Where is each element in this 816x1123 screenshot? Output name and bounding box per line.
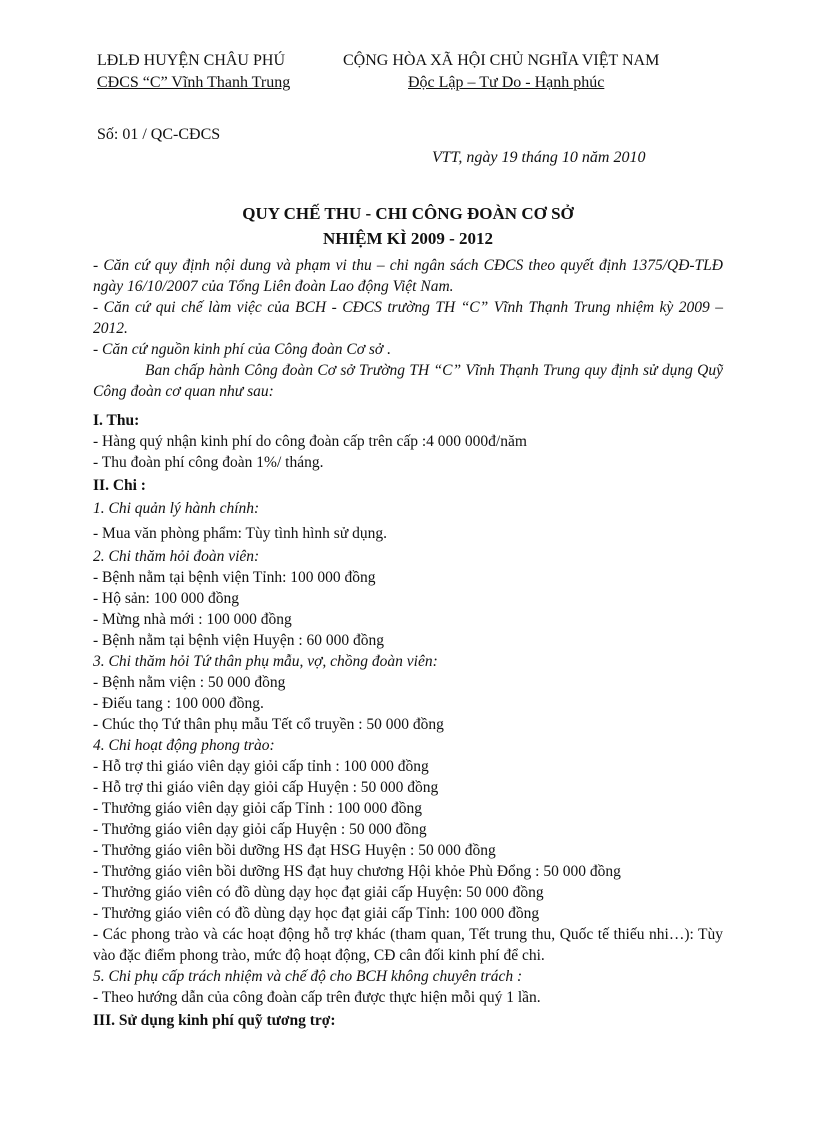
subsection-heading: 3. Chi thăm hỏi Tứ thân phụ mẫu, vợ, chồng đoàn viên: [93,653,438,670]
list-item: - Mua văn phòng phẩm: Tùy tình hình sử dụng. [93,525,387,542]
list-item: - Thưởng giáo viên bồi dưỡng HS đạt HSG Huyện : 50 000 đồng [93,842,496,859]
section-iii-heading: III. Sử dụng kinh phí quỹ tương trợ: [93,1012,336,1029]
list-item: - Thưởng giáo viên bồi dưỡng HS đạt huy chương Hội khỏe Phù Đổng : 50 000 đồng [93,863,621,880]
list-item: - Các phong trào và các hoạt động hỗ trợ khác (tham quan, Tết trung thu, Quốc tế thiếu nhi…): Tùy vào đặc điểm phong trào, mức độ hoạt động, CĐ cân đối kinh phí để chi. [93,926,723,964]
list-item: - Thưởng giáo viên có đồ dùng dạy học đạt giải cấp Tỉnh: 100 000 đồng [93,905,540,922]
subsection-heading: 4. Chi hoạt động phong trào: [93,737,275,754]
org-line-2: CĐCS “C” Vĩnh Thanh Trung [97,74,291,91]
nation-line-1: CỘNG HÒA XÃ HỘI CHỦ NGHĨA VIỆT NAM [343,52,660,69]
doc-body [93,255,723,1031]
nation-line-2: Độc Lập – Tư Do - Hạnh phúc [408,74,605,91]
list-item: - Điếu tang : 100 000 đồng. [93,695,264,712]
list-item: - Chúc thọ Tứ thân phụ mẫu Tết cổ truyền : 50 000 đồng [93,716,444,733]
doc-title-line-2: NHIỆM KÌ 2009 - 2012 [323,229,493,248]
list-item: - Hộ sản: 100 000 đồng [93,590,239,607]
list-item: - Bệnh nằm tại bệnh viện Huyện : 60 000 đồng [93,632,385,649]
preamble-item: - Căn cứ nguồn kinh phí của Công đoàn Cơ sở . [93,341,391,358]
org-line-1: LĐLĐ HUYỆN CHÂU PHÚ [97,52,285,69]
list-item: - Thưởng giáo viên có đồ dùng dạy học đạt giải cấp Huyện: 50 000 đồng [93,884,544,901]
list-item: - Bệnh nằm tại bệnh viện Tỉnh: 100 000 đồng [93,569,376,586]
section-thu-heading: I. Thu: [93,412,140,429]
doc-title-line-1: QUY CHẾ THU - CHI CÔNG ĐOÀN CƠ SỞ [242,204,574,223]
list-item: - Hàng quý nhận kinh phí do công đoàn cấp trên cấp :4 000 000đ/năm [93,433,527,450]
subsection-heading: 5. Chi phụ cấp trách nhiệm và chế độ cho BCH không chuyên trách : [93,968,523,985]
list-item: - Thu đoàn phí công đoàn 1%/ tháng. [93,454,324,471]
doc-date: VTT, ngày 19 tháng 10 năm 2010 [432,149,646,166]
subsection-heading: 1. Chi quản lý hành chính: [93,500,260,517]
list-item: - Hỗ trợ thi giáo viên dạy giỏi cấp Huyện : 50 000 đồng [93,779,439,796]
list-item: - Hỗ trợ thi giáo viên dạy giỏi cấp tỉnh : 100 000 đồng [93,758,429,775]
preamble-item: - Căn cứ qui chế làm việc của BCH - CĐCS trường TH “C” Vĩnh Thạnh Trung nhiệm kỳ 2009 – 2012. [93,299,723,337]
list-item: - Theo hướng dẫn của công đoàn cấp trên được thực hiện mỗi quý 1 lần. [93,989,541,1006]
list-item: - Thưởng giáo viên dạy giỏi cấp Huyện : 50 000 đồng [93,821,427,838]
intro-paragraph: Ban chấp hành Công đoàn Cơ sở Trường TH “C” Vĩnh Thạnh Trung quy định sử dụng Quỹ Công đoàn cơ quan như sau: [93,362,723,400]
list-item: - Bệnh nằm viện : 50 000 đồng [93,674,286,691]
subsection-heading: 2. Chi thăm hỏi đoàn viên: [93,548,260,565]
list-item: - Mừng nhà mới : 100 000 đồng [93,611,292,628]
doc-number: Số: 01 / QC-CĐCS [97,126,221,143]
list-item: - Thưởng giáo viên dạy giỏi cấp Tỉnh : 100 000 đồng [93,800,422,817]
preamble-item: - Căn cứ quy định nội dung và phạm vi thu – chi ngân sách CĐCS theo quyết định 1375/QĐ-TLĐ ngày 16/10/2007 của Tổng Liên đoàn Lao động Việt Nam. [93,257,723,295]
section-chi-heading: II. Chi : [93,477,146,494]
